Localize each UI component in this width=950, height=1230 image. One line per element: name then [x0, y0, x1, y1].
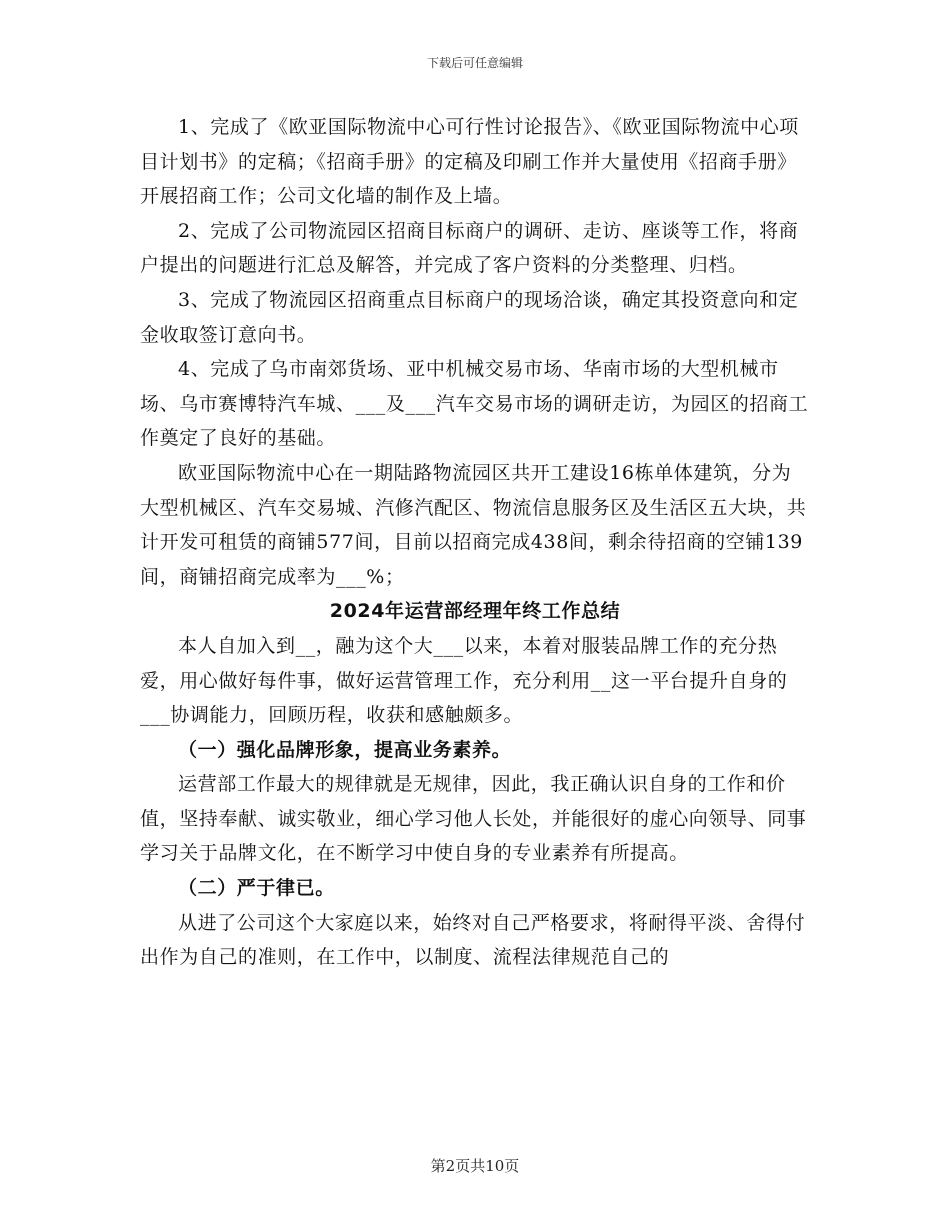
page-number: 第2页共10页: [430, 1157, 520, 1175]
section-title: 2024年运营部经理年终工作总结: [329, 600, 621, 623]
subheading-1: （一）强化品牌形象，提高业务素养。: [178, 738, 512, 761]
paragraph-1: 1、完成了《欧亚国际物流中心可行性讨论报告》、《欧亚国际物流中心项目计划书》的定稿；《招商手册》的定稿及印刷工作并大量使用《招商手册》开展招商工作；公司文化墙的制作及上墙。: [140, 116, 799, 208]
paragraph-2: 2、完成了公司物流园区招商目标商户的调研、走访、座谈等工作，将商户提出的问题进行汇总及解答，并完成了客户资料的分类整理、归档。: [140, 219, 799, 277]
paragraph-7: 运营部工作最大的规律就是无规律，因此，我正确认识自身的工作和价值，坚持奉献、诚实敬业，细心学习他人长处，并能很好的虚心向领导、同事学习关于品牌文化，在不断学习中使自身的专业素养有所提高。: [140, 773, 807, 865]
document-body: [140, 110, 810, 975]
paragraph-4: 4、完成了乌市南郊货场、亚中机械交易市场、华南市场的大型机械市场、乌市赛博特汽车城、___及___汽车交易市场的调研走访，为园区的招商工作奠定了良好的基础。: [140, 358, 809, 450]
subheading-2: （二）严于律已。: [178, 877, 335, 900]
paragraph-6: 本人自加入到__，融为这个大___以来，本着对服装品牌工作的充分热爱，用心做好每件事，做好运营管理工作，充分利用__这一平台提升自身的___协调能力，回顾历程，收获和感触颇多。: [140, 634, 788, 727]
page-header: 下载后可任意编辑: [426, 56, 523, 70]
paragraph-3: 3、完成了物流园区招商重点目标商户的现场洽谈，确定其投资意向和定金收取签订意向书。: [140, 288, 799, 346]
paragraph-5: 欧亚国际物流中心在一期陆路物流园区共开工建设16栋单体建筑，分为大型机械区、汽车交易城、汽修汽配区、物流信息服务区及生活区五大块，共计开发可租赁的商铺577间，目前以招商完成438间，剩余待招商的空铺139间，商铺招商完成率为___%；: [140, 461, 807, 588]
paragraph-8: 从进了公司这个大家庭以来，始终对自己严格要求，将耐得平淡、舍得付出作为自己的准则，在工作中，以制度、流程法律规范自己的: [140, 911, 806, 969]
